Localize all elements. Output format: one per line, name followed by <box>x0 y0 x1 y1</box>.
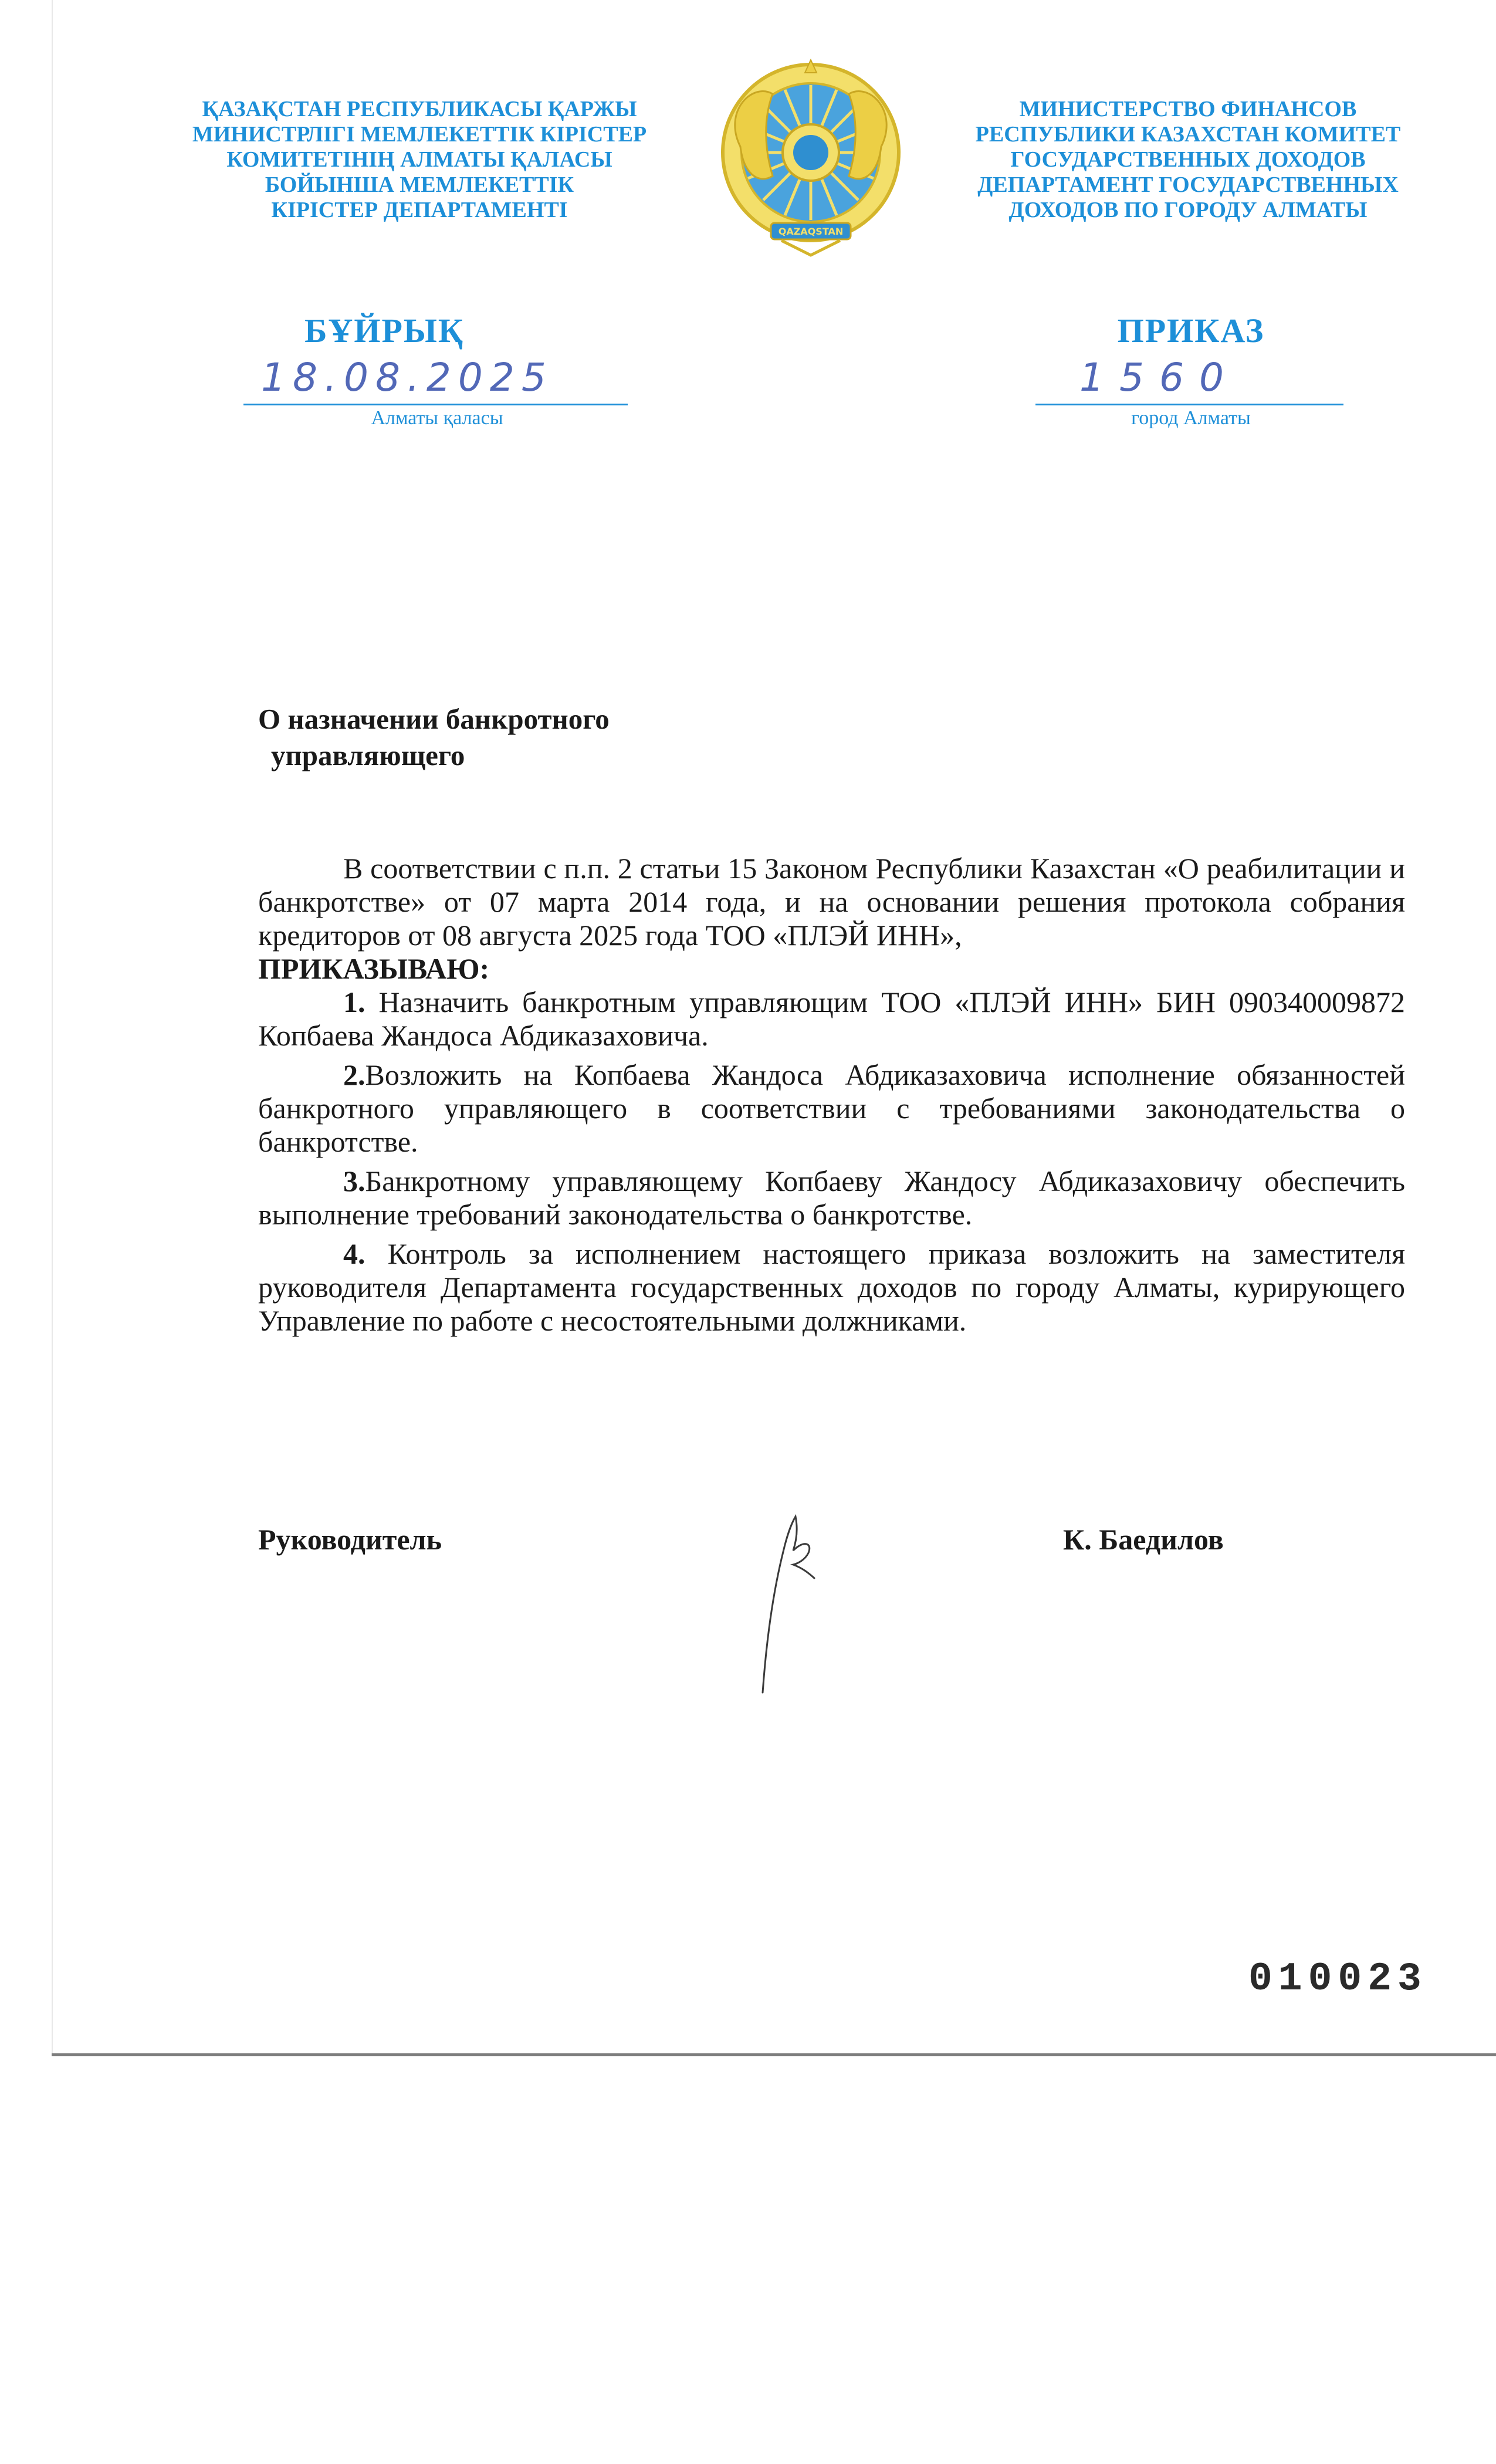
item-text: Контроль за исполнением настоящего приказа возложить на заместителя руководителя Департамента государственных доходов по городу Алматы, курирующего Управление по работе с несостоятельными должниками. <box>258 1237 1405 1337</box>
header-russian <box>924 97 1452 223</box>
number-underline <box>1035 404 1343 405</box>
header-kazakh-line: КІРІСТЕР ДЕПАРТАМЕНТІ <box>271 198 568 222</box>
state-emblem <box>717 59 905 258</box>
item-text: Возложить на Копбаева Жандоса Абдиказаховича исполнение обязанностей банкротного управляющего в соответствии с требованиями законодательства о банкротстве. <box>258 1058 1405 1158</box>
city-kazakh: Алматы қаласы <box>371 407 503 429</box>
header-kazakh-line: ҚАЗАҚСТАН РЕСПУБЛИКАСЫ ҚАРЖЫ <box>202 97 637 121</box>
item-number: 1. <box>343 986 365 1018</box>
subject-line: управляющего <box>271 739 465 771</box>
order-word: ПРИКАЗЫВАЮ: <box>258 952 490 985</box>
scan-left-edge <box>52 0 53 2056</box>
handwritten-date: 18.08.2025 <box>261 355 553 400</box>
header-kazakh <box>155 97 683 223</box>
header-russian-line: ДЕПАРТАМЕНТ ГОСУДАРСТВЕННЫХ <box>977 172 1399 197</box>
order-subject <box>258 701 786 774</box>
item-number: 2. <box>343 1058 365 1091</box>
order-item <box>258 1058 1405 1159</box>
doc-type-kazakh: БҰЙРЫҚ <box>304 312 464 350</box>
emblem-text: QAZAQSTAN <box>778 226 844 237</box>
handwritten-order-number: 1560 <box>1079 355 1239 400</box>
date-underline <box>243 404 628 405</box>
header-russian-line: МИНИСТЕРСТВО ФИНАНСОВ <box>1019 97 1357 121</box>
order-body <box>258 852 1405 1338</box>
item-number: 4. <box>343 1237 365 1270</box>
header-russian-line: РЕСПУБЛИКИ КАЗАХСТАН КОМИТЕТ <box>975 122 1401 147</box>
item-number: 3. <box>343 1165 365 1197</box>
doc-type-russian: ПРИКАЗ <box>1117 312 1265 350</box>
scan-blank-area <box>0 2056 1496 2464</box>
header-russian-line: ДОХОДОВ ПО ГОРОДУ АЛМАТЫ <box>1008 198 1368 222</box>
signatory-name: К. Баедилов <box>1063 1523 1224 1556</box>
header-kazakh-line: МИНИСТРЛІГІ МЕМЛЕКЕТТІК КІРІСТЕР <box>192 122 647 147</box>
city-russian: город Алматы <box>1131 407 1251 429</box>
header-kazakh-line: КОМИТЕТІНІҢ АЛМАТЫ ҚАЛАСЫ <box>226 147 612 172</box>
header-russian-line: ГОСУДАРСТВЕННЫХ ДОХОДОВ <box>1010 147 1366 172</box>
item-text: Банкротному управляющему Копбаеву Жандосу Абдиказаховичу обеспечить выполнение требований законодательства о банкротстве. <box>258 1165 1405 1231</box>
intro-paragraph: В соответствии с п.п. 2 статьи 15 Законом Республики Казахстан «О реабилитации и банкротстве» от 07 марта 2014 года, и на основании решения протокола собрания кредиторов от 08 августа 2025 года ТОО «ПЛЭЙ ИНН», <box>258 852 1405 952</box>
order-item <box>258 1165 1405 1231</box>
form-serial-number: 010023 <box>1248 1957 1427 2002</box>
signatory-title: Руководитель <box>258 1523 442 1556</box>
item-text: Назначить банкротным управляющим ТОО «ПЛЭЙ ИНН» БИН 090340009872 Копбаева Жандоса Абдиказаховича. <box>258 986 1405 1052</box>
order-item <box>258 986 1405 1052</box>
subject-line: О назначении банкротного <box>258 703 610 735</box>
order-item <box>258 1237 1405 1338</box>
handwritten-signature <box>739 1499 845 1698</box>
header-kazakh-line: БОЙЫНША МЕМЛЕКЕТТІК <box>265 172 574 197</box>
